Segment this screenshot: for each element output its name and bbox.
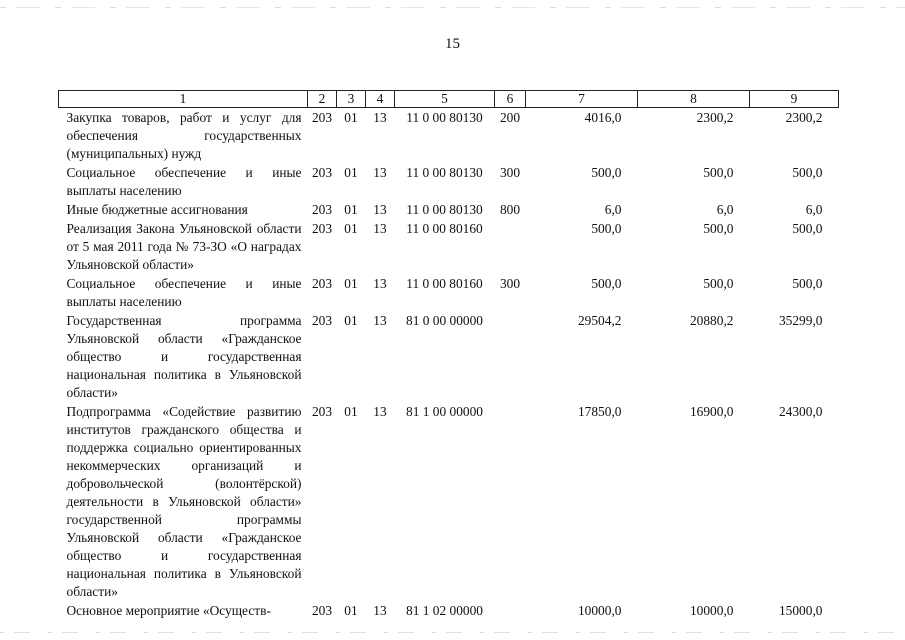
cell-code-admin: 203 [311, 202, 333, 217]
cell-section: 01 [344, 165, 358, 180]
cell-amount-col9: 500,0 [792, 221, 823, 236]
cell-section: 01 [344, 313, 358, 328]
cell-code-admin: 203 [311, 221, 333, 236]
budget-table [58, 90, 839, 620]
cell-amount-col9: 500,0 [792, 165, 823, 180]
cell-subsection: 13 [373, 221, 387, 236]
cell-amount-col7: 29504,2 [577, 313, 622, 328]
cell-target-article: 81 1 00 00000 [406, 404, 483, 419]
cell-subsection: 13 [373, 603, 387, 618]
cell-target-article: 11 0 00 80130 [406, 202, 483, 217]
header-col-9: 9 [750, 91, 839, 108]
cell-amount-col7: 500,0 [591, 276, 622, 291]
row-name: Государственная программа Ульяновской области «Гражданское общество и государственная национальная политика в Ульяновской области» [66, 313, 302, 400]
cell-amount-col8: 20880,2 [689, 313, 734, 328]
cell-code-admin: 203 [311, 276, 333, 291]
cell-amount-col7: 10000,0 [577, 603, 622, 618]
row-name: Основное мероприятие «Осуществ- [66, 603, 271, 618]
cell-amount-col8: 500,0 [703, 221, 734, 236]
cell-amount-col9: 35299,0 [778, 313, 823, 328]
cell-amount-col9: 6,0 [805, 202, 823, 217]
cell-subsection: 13 [373, 165, 387, 180]
cell-amount-col7: 500,0 [591, 165, 622, 180]
table-row [59, 274, 839, 311]
cell-expense-type: 300 [499, 276, 521, 291]
cell-section: 01 [344, 202, 358, 217]
row-name: Подпрограмма «Содействие развитию институтов гражданского общества и поддержка социально ориентированных некоммерческих организаций и добровольческой (волонтёрской) деятельности в Ульяновской области» государственной программы Ульяновской области «Гражданское общество и государственная национальная политика в Ульяновской области» [66, 404, 302, 599]
cell-subsection: 13 [373, 404, 387, 419]
cell-amount-col9: 15000,0 [778, 603, 823, 618]
table-row [59, 163, 839, 200]
cell-expense-type [495, 601, 526, 620]
header-row [59, 91, 839, 108]
cell-amount-col7: 500,0 [591, 221, 622, 236]
cell-code-admin: 203 [311, 165, 333, 180]
row-name: Социальное обеспечение и иные выплаты населению [66, 165, 302, 198]
table-row [59, 402, 839, 601]
table-row [59, 601, 839, 620]
row-name: Иные бюджетные ассигнования [66, 202, 248, 217]
cell-subsection: 13 [373, 313, 387, 328]
header-col-6: 6 [495, 91, 526, 108]
cell-code-admin: 203 [311, 603, 333, 618]
header-col-1: 1 [59, 91, 308, 108]
cell-target-article: 11 0 00 80160 [406, 221, 483, 236]
cell-target-article: 81 1 02 00000 [406, 603, 483, 618]
cell-amount-col8: 500,0 [703, 165, 734, 180]
scan-artifact-top [0, 7, 905, 8]
cell-amount-col8: 16900,0 [689, 404, 734, 419]
cell-amount-col7: 17850,0 [577, 404, 622, 419]
cell-target-article: 11 0 00 80160 [406, 276, 483, 291]
cell-target-article: 11 0 00 80130 [406, 110, 483, 125]
cell-subsection: 13 [373, 276, 387, 291]
cell-amount-col9: 24300,0 [778, 404, 823, 419]
cell-target-article: 81 0 00 00000 [406, 313, 483, 328]
cell-code-admin: 203 [311, 313, 333, 328]
header-col-4: 4 [366, 91, 395, 108]
cell-section: 01 [344, 603, 358, 618]
row-name: Закупка товаров, работ и услуг для обеспечения государственных (муниципальных) нужд [66, 110, 302, 161]
cell-target-article: 11 0 00 80130 [406, 165, 483, 180]
cell-amount-col8: 6,0 [716, 202, 734, 217]
page-number: 15 [445, 36, 460, 52]
cell-amount-col7: 6,0 [604, 202, 622, 217]
cell-expense-type: 800 [499, 202, 521, 217]
cell-amount-col7: 4016,0 [584, 110, 622, 125]
cell-amount-col9: 500,0 [792, 276, 823, 291]
cell-section: 01 [344, 276, 358, 291]
header-col-7: 7 [526, 91, 638, 108]
scan-artifact-bottom [0, 632, 905, 633]
cell-code-admin: 203 [311, 404, 333, 419]
cell-section: 01 [344, 221, 358, 236]
row-name: Реализация Закона Ульяновской области от 5 мая 2011 года № 73-ЗО «О наградах Ульяновской области» [66, 221, 302, 272]
cell-section: 01 [344, 404, 358, 419]
cell-code-admin: 203 [311, 110, 333, 125]
table-row [59, 311, 839, 402]
cell-amount-col8: 500,0 [703, 276, 734, 291]
cell-expense-type: 300 [499, 165, 521, 180]
cell-amount-col8: 2300,2 [696, 110, 734, 125]
cell-expense-type [495, 219, 526, 274]
table-row [59, 219, 839, 274]
header-col-5: 5 [395, 91, 495, 108]
table-row [59, 200, 839, 219]
cell-amount-col8: 10000,0 [689, 603, 734, 618]
cell-expense-type [495, 402, 526, 601]
table-row [59, 108, 839, 164]
cell-amount-col9: 2300,2 [785, 110, 823, 125]
cell-expense-type [495, 311, 526, 402]
header-col-2: 2 [308, 91, 337, 108]
cell-expense-type: 200 [499, 110, 521, 125]
cell-section: 01 [344, 110, 358, 125]
cell-subsection: 13 [373, 110, 387, 125]
header-col-3: 3 [337, 91, 366, 108]
cell-subsection: 13 [373, 202, 387, 217]
header-col-8: 8 [638, 91, 750, 108]
row-name: Социальное обеспечение и иные выплаты населению [66, 276, 302, 309]
